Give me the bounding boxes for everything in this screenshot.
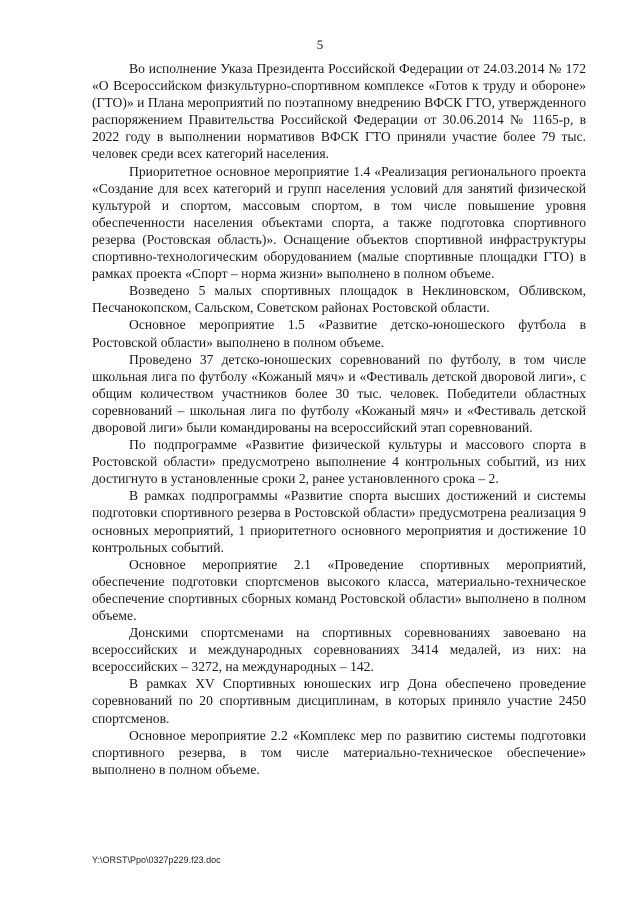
paragraph-priority-measure-1-4: Приоритетное основное мероприятие 1.4 «Реализация регионального проекта «Создание для всех категорий и групп населения условий для занятий физической культурой и спортом, массовым спортом, в том числе повышение уровня обеспеченности населения объектами спорта, а также подготовка спортивного резерва (Ростовская область)». Оснащение объектов спортивной инфраструктуры спортивно-технологическим оборудованием (малые спортивные площадки ГТО) в рамках проекта «Спорт – норма жизни» выполнено в полном объеме. [92, 163, 586, 282]
paragraph-measure-2-2: Основное мероприятие 2.2 «Комплекс мер по развитию системы подготовки спортивного резерва, в том числе материально-техническое обеспечение» выполнено в полном объеме. [92, 727, 586, 777]
footer-file-path: Y:\ORST\Ppo\0327p229.f23.doc [92, 855, 221, 865]
paragraph-measure-1-5: Основное мероприятие 1.5 «Развитие детско-юношеского футбола в Ростовской области» выполнено в полном объеме. [92, 317, 586, 350]
paragraph-gto-participation: Во исполнение Указа Президента Российской Федерации от 24.03.2014 № 172 «О Всероссийском физкультурно-спортивном комплексе «Готов к труду и обороне» (ГТО)» и Плана мероприятий по поэтапному внедрению ВФСК ГТО, утвержденного распоряжением Правительства Российской Федерации от 30.06.2014 № 1165-р, в 2022 году в выполнении нормативов ВФСК ГТО приняли участие более 79 тыс. человек среди всех категорий населения. [92, 61, 586, 162]
paragraph-mass-sport-subprogram: По подпрограмме «Развитие физической культуры и массового спорта в Ростовской области» предусмотрено выполнение 4 контрольных событий, из них достигнуто в установленные сроки 2, ранее установленного срока – 2. [92, 437, 586, 487]
document-body [92, 60, 586, 778]
paragraph-youth-games: В рамках XV Спортивных юношеских игр Дона обеспечено проведение соревнований по 20 спортивным дисциплинам, в которых приняло участие 2450 спортсменов. [92, 676, 586, 726]
page-number: 5 [316, 37, 324, 52]
paragraph-medals: Донскими спортсменами на спортивных соревнованиях завоевано на всероссийских и международных соревнованиях 3414 медалей, из них: на всероссийских – 3272, на международных – 142. [92, 625, 586, 675]
paragraph-high-achievement-subprogram: В рамках подпрограммы «Развитие спорта высших достижений и системы подготовки спортивного резерва в Ростовской области» предусмотрена реализация 9 основных мероприятий, 1 приоритетного основного мероприятия и достижение 10 контрольных событий. [92, 488, 586, 555]
paragraph-football-competitions: Проведено 37 детско-юношеских соревнований по футболу, в том числе школьная лига по футболу «Кожаный мяч» и «Фестиваль детской дворовой лиги», с общим количеством участников более 30 тыс. человек. Победители областных соревнований – школьная лига по футболу «Кожаный мяч» и «Фестиваль детской дворовой лиги» были командированы на всероссийский этап соревнований. [92, 351, 586, 435]
paragraph-measure-2-1: Основное мероприятие 2.1 «Проведение спортивных мероприятий, обеспечение подготовки спортсменов высокого класса, материально-техническое обеспечение спортивных сборных команд Ростовской области» выполнено в полном объеме. [92, 556, 586, 623]
paragraph-sports-grounds: Возведено 5 малых спортивных площадок в Неклиновском, Обливском, Песчанокопском, Сальском, Советском районах Ростовской области. [92, 283, 586, 316]
